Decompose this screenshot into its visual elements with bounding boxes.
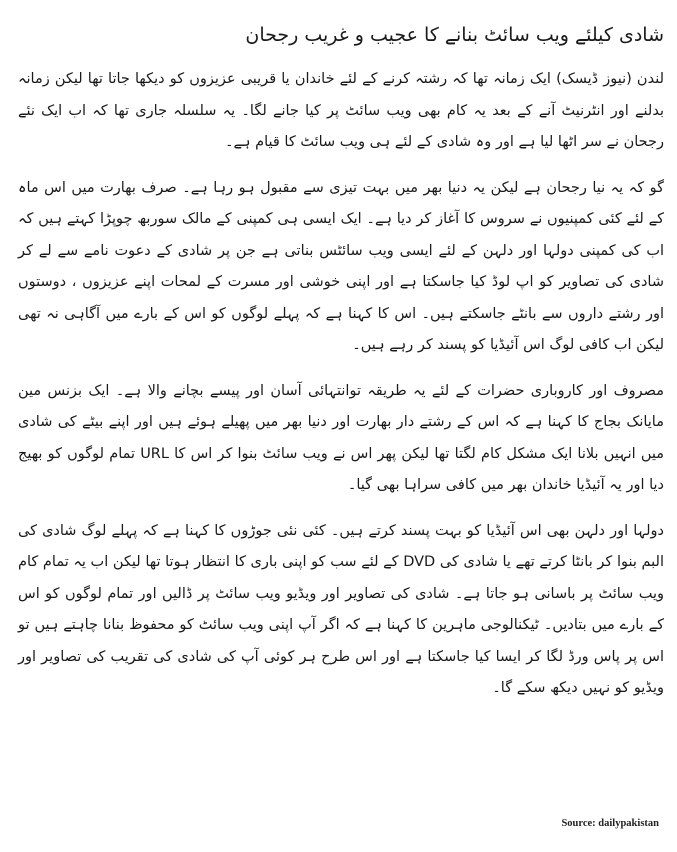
article-paragraph: مصروف اور کاروباری حضرات کے لئے یہ طریقہ توانتہائی آسان اور پیسے بچانے والا ہے۔ ایک بزنس مین مایانک بجاج کا کہنا ہے کہ اس کے رشتے دار بھارت اور دنیا بھر میں پھیلے ہوئے ہیں اور اپنے بیٹے کی شادی میں انہیں بلانا ایک مشکل کام لگتا تھا لیکن پھر اس نے ویب سائٹ بنوا کر اس کا URL تمام لوگوں کو بھیج دیا اور یہ آئیڈیا خاندان بھر میں کافی سراہا بھی گیا۔: [18, 382, 664, 493]
article-paragraph: گو کہ یہ نیا رجحان ہے لیکن یہ دنیا بھر میں بہت تیزی سے مقبول ہو رہا ہے۔ صرف بھارت میں اس ماہ کے لئے کئی کمپنیوں نے سروس کا آغاز کر دیا ہے۔ ایک ایسی ہی کمپنی کے مالک سوربھ چوپڑا کہتے ہیں کہ اب کی کمپنی دولہا اور دلہن کے لئے ایسی ویب سائٹس بناتی ہے جن پر شادی کے دعوت نامے سے لے کر شادی کی تصاویر کو اپ لوڈ کیا جاسکتا ہے اور اپنی خوشی اور مسرت کے لمحات اپنے عزیزوں ، دوستوں اور رشتے داروں سے بانٹے جاسکتے ہیں۔ اس کا کہنا ہے کہ پہلے لوگوں کو اس کے بارے میں آگاہی نہ تھی لیکن اب کافی لوگ اس آئیڈیا کو پسند کر رہے ہیں۔: [18, 179, 664, 353]
article-paragraph: لندن (نیوز ڈیسک) ایک زمانہ تھا کہ رشتہ کرنے کے لئے خاندان یا قریبی عزیزوں کو دیکھا جاتا تھا لیکن زمانہ بدلنے اور انٹرنیٹ آنے کے بعد یہ کام بھی ویب سائٹ پر کیا جانے لگا۔ یہ سلسلہ جاری تھا کہ اب ایک نئے رجحان نے سر اٹھا لیا ہے اور وہ شادی کے لئے ہی ویب سائٹ کا قیام ہے۔: [18, 71, 664, 150]
article-headline: شادی کیلئے ویب سائٹ بنانے کا عجیب و غریب رجحان: [245, 24, 664, 46]
article-paragraph: دولہا اور دلہن بھی اس آئیڈیا کو بہت پسند کرتے ہیں۔ کئی نئی جوڑوں کا کہنا ہے کہ پہلے لوگ شادی کی البم بنوا کر بانٹا کرتے تھے یا شادی کی DVD کے لئے سب کو اپنی باری کا انتظار ہوتا تھا لیکن اب یہ تمام کام ویب سائٹ پر باسانی ہو جاتا ہے۔ شادی کی تصاویر اور ویڈیو ویب سائٹ پر ڈالیں اور تمام لوگوں کو اس کے بارے میں بتادیں۔ ٹیکنالوجی ماہرین کا کہنا ہے کہ اگر آپ اپنی ویب سائٹ کو محفوظ بنانا چاہتے ہیں تو اس پر پاس ورڈ لگا کر ایسا کیا جاسکتا ہے اور اس طرح ہر کوئی آپ کی شادی کی تقریب کی تصاویر اور ویڈیو کو نہیں دیکھ سکے گا۔: [18, 522, 664, 696]
source-credit: Source: dailypakistan: [561, 818, 659, 829]
article: [18, 20, 664, 719]
